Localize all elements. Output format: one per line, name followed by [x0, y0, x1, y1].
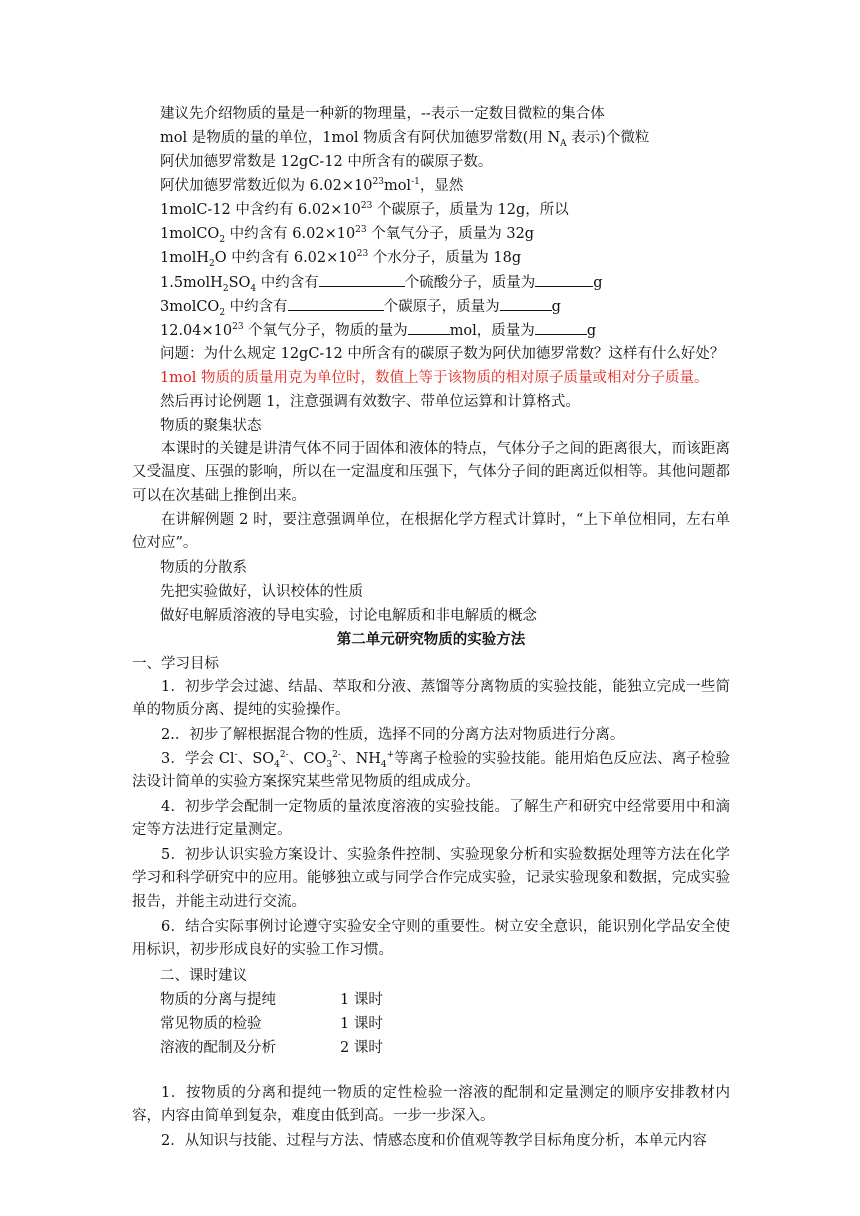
text: 中约含有	[256, 275, 319, 291]
text-line	[160, 270, 603, 294]
schedule-topic: 常见物质的检验	[160, 1016, 262, 1032]
schedule-hours: 1 课时	[340, 1016, 383, 1032]
schedule-topic: 溶液的配制及分析	[160, 1040, 276, 1056]
superscript: 2-	[332, 750, 341, 761]
schedule-row	[160, 1012, 460, 1036]
goal-item: 5．初步认识实验方案设计、实验条件控制、实验现象分析和实验数据处理等方法在化学学习和科学研究中的应用。能够独立或与同学合作完成实验，记录实验现象和数据，完成实验报告，并能主动进行交流。	[132, 847, 730, 910]
text-line	[160, 294, 561, 318]
schedule-hours: 2 课时	[340, 1040, 383, 1056]
fill-in-blank[interactable]	[535, 318, 587, 335]
schedule-row	[160, 1036, 460, 1060]
text-line	[160, 318, 596, 342]
text: 建议先介绍物质的量是一种新的物理量，--表示一定数目微粒的集合体	[160, 106, 605, 122]
fill-in-blank[interactable]	[408, 318, 450, 335]
paragraph: 在讲解例题 2 时，要注意强调单位，在根据化学方程式计算时，“上下单位相同，左右单位对应”。	[132, 512, 730, 552]
superscript: -	[234, 750, 238, 761]
goal-item: 4．初步学会配制一定物质的量浓度溶液的实验技能。了解生产和研究中经常要用中和滴定等方法进行定量测定。	[132, 799, 730, 839]
text-line	[160, 580, 363, 604]
text: 表示)个微粒	[566, 130, 650, 146]
text: SO	[228, 275, 251, 291]
text: 3molCO	[160, 299, 220, 315]
goal-item: 1．初步学会过滤、结晶、萃取和分液、蒸馏等分离物质的实验技能，能独立完成一些简单的物质分离、提纯的实验操作。	[132, 679, 730, 719]
text: 、NH	[340, 751, 381, 767]
superscript: -1	[411, 177, 420, 188]
text: g	[586, 323, 597, 339]
text: 二、课时建议	[160, 968, 247, 984]
schedule-hours: 1 课时	[340, 992, 383, 1008]
subscript: 2	[209, 258, 215, 269]
text: 做好电解质溶液的导电实验，讨论电解质和非电解质的概念	[160, 608, 537, 624]
subscript: 2	[222, 283, 229, 294]
text: ，显然	[419, 178, 464, 194]
subscript: 4	[380, 759, 387, 770]
superscript: 2-	[279, 750, 289, 761]
question-line	[160, 342, 724, 366]
text: 1molH	[160, 250, 209, 266]
schedule-row	[160, 988, 460, 1012]
section-label	[160, 556, 247, 580]
text: mol 是物质的量的单位，1mol 物质含有阿伏加德罗常数(用 N	[160, 130, 561, 146]
paragraph: 本课时的关键是讲清气体不同于固体和液体的特点，气体分子之间的距离很大，而该距离又受温度、压强的影响，所以在一定温度和压强下，气体分子间的距离近似相等。其他问题都可以在次基础上推倒出来。	[132, 441, 730, 504]
goal-item	[132, 748, 730, 795]
fill-in-blank[interactable]	[500, 294, 552, 311]
paragraph: 2．从知识与技能、过程与方法、情感态度和价值观等教学目标角度分析，本单元内容	[161, 1133, 707, 1149]
text: 个硫酸分子，质量为	[404, 275, 536, 291]
paragraph: 1．按物质的分离和提纯一物质的定性检验一溶液的配制和定量测定的顺序安排教材内容，内容由简单到复杂，难度由低到高。一步一步深入。	[132, 1085, 730, 1125]
text: 个水分子，质量为 18g	[368, 250, 522, 266]
heading	[132, 652, 219, 676]
text: 阿伏加德罗常数近似为 6.02×10	[160, 178, 373, 194]
subscript: 3	[326, 759, 333, 770]
text: O 中约含有 6.02×10	[214, 250, 357, 266]
subscript: A	[560, 138, 567, 149]
text-line	[160, 222, 534, 246]
text: 1mol 物质的质量用克为单位时，数值上等于该物质的相对原子质量或相对分子质量。	[160, 370, 709, 386]
heading	[160, 964, 247, 988]
superscript: 23	[356, 249, 369, 260]
superscript: +	[386, 750, 395, 761]
text: 然后再讨论例题 1，注意强调有效数字、带单位运算和计算格式。	[160, 394, 580, 410]
text: g	[593, 275, 603, 291]
goal-item: 6．结合实际事例讨论遵守实验安全守则的重要性。树立安全意识，能识别化学品安全使用标识，初步形成良好的实验工作习惯。	[132, 919, 730, 959]
text: mol	[383, 178, 412, 194]
text: 个氧气分子，质量为 32g	[366, 226, 535, 242]
text: 阿伏加德罗常数是 12gC-12 中所含有的碳原子数。	[160, 154, 493, 170]
text: 12.04×10	[160, 323, 233, 339]
text: 中约含有	[225, 299, 288, 315]
text: 1molC-12 中含约有 6.02×10	[160, 202, 361, 218]
text-line	[160, 246, 521, 270]
text: 、SO	[237, 751, 275, 767]
superscript: 23	[372, 177, 384, 188]
schedule-topic: 物质的分离与提纯	[160, 992, 276, 1008]
fill-in-blank[interactable]	[535, 270, 593, 287]
text-line	[160, 126, 649, 150]
superscript: 23	[360, 201, 373, 212]
text: 个碳原子，质量为	[383, 299, 500, 315]
text-line	[160, 150, 492, 174]
text-line	[160, 198, 569, 222]
text: 等离子检验的实验技能。能用焰色反应法、离子检验法设计简单的实验方案探究某些常见物质的组成成分。	[132, 751, 731, 791]
subscript: 2	[219, 234, 226, 245]
subscript: 2	[219, 307, 226, 318]
superscript: 23	[355, 225, 367, 236]
fill-in-blank[interactable]	[288, 294, 384, 311]
text: 物质的分散系	[160, 560, 247, 576]
text: 一、学习目标	[132, 656, 219, 672]
highlighted-answer	[160, 366, 708, 390]
text: 、CO	[288, 751, 327, 767]
text: 物质的聚集状态	[160, 418, 262, 434]
text-line	[160, 390, 580, 414]
fill-in-blank[interactable]	[319, 270, 405, 287]
section-title: 第二单元研究物质的实验方法	[336, 631, 526, 648]
text: 问题：为什么规定 12gC-12 中所含有的碳原子数为阿伏加德罗常数？这样有什么好处？	[160, 346, 725, 362]
subscript: 4	[250, 283, 257, 294]
text: 1molCO	[160, 226, 220, 242]
text: 个碳原子，质量为 12g，所以	[372, 202, 569, 218]
text: 先把实验做好，认识校体的性质	[160, 584, 363, 600]
text: g	[551, 299, 561, 315]
text-line	[160, 604, 537, 628]
text: 中约含有 6.02×10	[225, 226, 356, 242]
text-line	[160, 102, 605, 126]
goal-item: 2.．初步了解根据混合物的性质，选择不同的分离方法对物质进行分离。	[161, 727, 625, 743]
text: mol，质量为	[449, 323, 535, 339]
subscript: 4	[274, 759, 280, 770]
text: 3．学会 Cl	[161, 751, 235, 767]
text: 1.5molH	[160, 275, 223, 291]
text-line	[160, 174, 463, 198]
superscript: 23	[232, 322, 244, 333]
text: 个氧气分子，物质的量为	[243, 323, 408, 339]
